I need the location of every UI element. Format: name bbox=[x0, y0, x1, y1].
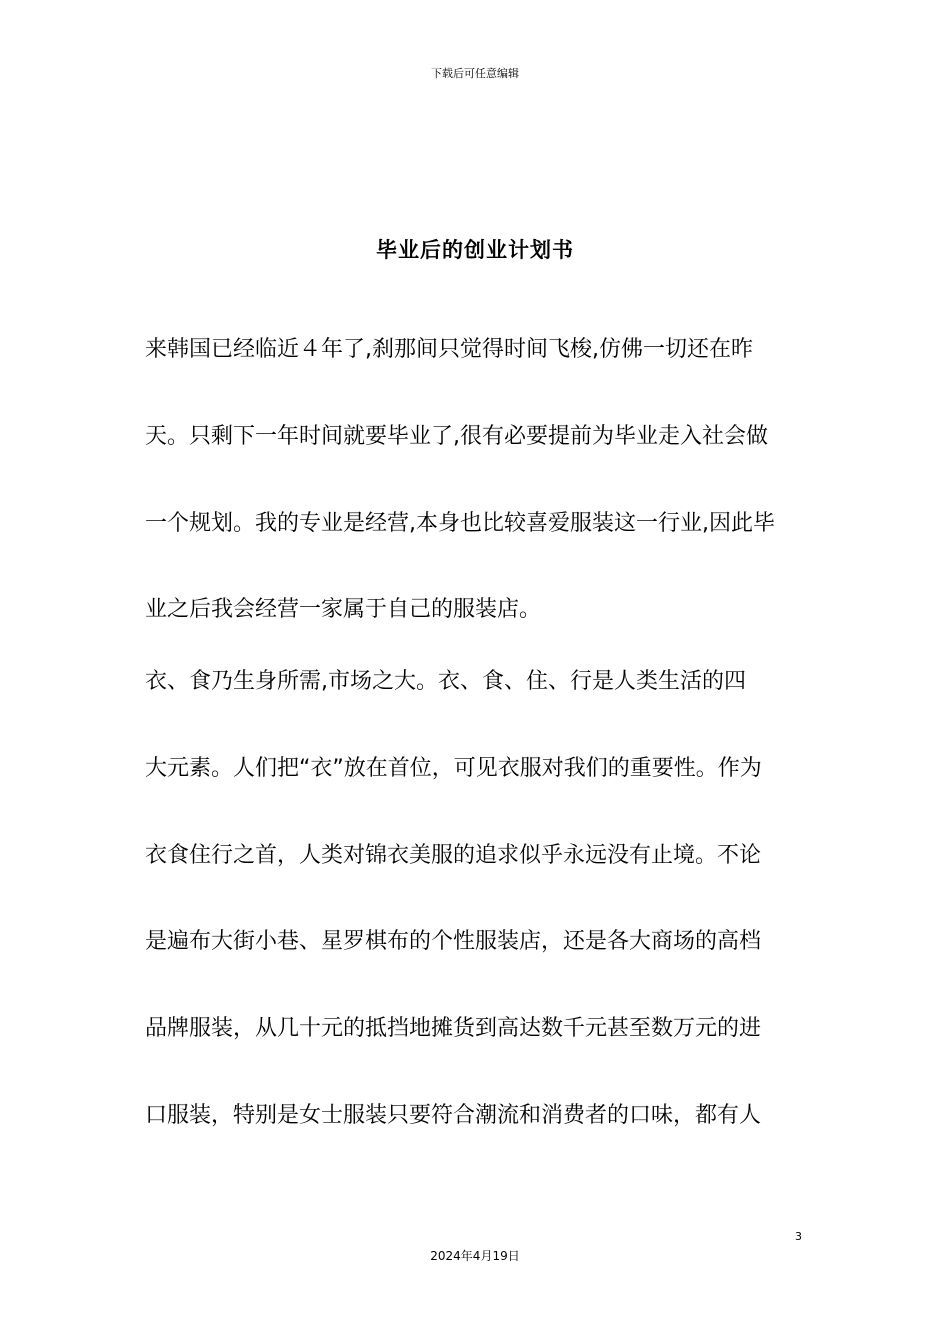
body-line-10: 口服装，特别是女士服装只要符合潮流和消费者的口味，都有人 bbox=[145, 1103, 762, 1128]
body-line-1: 来韩国已经临近４年了,刹那间只觉得时间飞梭,仿佛一切还在昨 bbox=[145, 337, 753, 362]
body-line-5: 衣、食乃生身所需,市场之大。衣、食、住、行是人类生活的四 bbox=[145, 669, 746, 694]
body-line-6: 大元素。人们把“衣”放在首位，可见衣服对我们的重要性。作为 bbox=[145, 756, 762, 781]
document-title: 毕业后的创业计划书 bbox=[376, 238, 574, 262]
footer-date: 2024年4月19日 bbox=[430, 1249, 520, 1263]
body-line-2: 天。只剩下一年时间就要毕业了,很有必要提前为毕业走入社会做 bbox=[145, 424, 768, 449]
body-line-7: 衣食住行之首，人类对锦衣美服的追求似乎永远没有止境。不论 bbox=[145, 843, 762, 868]
body-line-9: 品牌服装，从几十元的抵挡地摊货到高达数千元甚至数万元的进 bbox=[145, 1016, 762, 1041]
body-line-4: 业之后我会经营一家属于自己的服装店。 bbox=[145, 597, 542, 622]
page-header: 下载后可任意编辑 bbox=[431, 67, 519, 80]
body-line-3: 一个规划。我的专业是经营,本身也比较喜爱服装这一行业,因此毕 bbox=[145, 511, 775, 536]
body-line-8: 是遍布大街小巷、星罗棋布的个性服装店，还是各大商场的高档 bbox=[145, 929, 762, 954]
page-number: 3 bbox=[795, 1230, 802, 1243]
